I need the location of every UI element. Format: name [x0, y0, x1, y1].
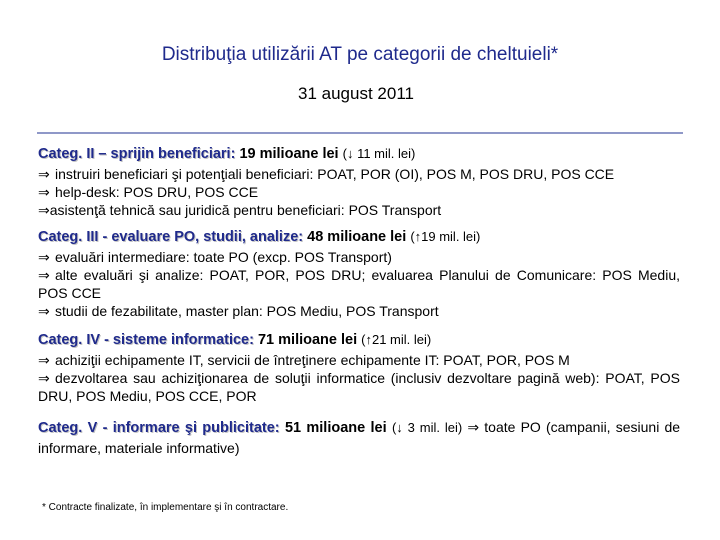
implies-arrow-icon: ⇒ — [38, 166, 50, 182]
implies-arrow-icon: ⇒ — [38, 267, 50, 283]
list-item — [38, 183, 680, 201]
item-text: instruiri beneficiari şi potenţiali beneficiari: POAT, POR (OI), POS M, POS DRU, POS CCE — [55, 166, 615, 182]
item-text: evaluări intermediare: toate PO (excp. POS Transport) — [55, 249, 392, 265]
implies-arrow-icon: ⇒ — [38, 202, 50, 218]
list-item — [38, 369, 680, 405]
title-divider — [37, 132, 683, 134]
list-item — [38, 201, 680, 219]
slide-date: 31 august 2011 — [298, 84, 414, 103]
list-item — [38, 351, 680, 369]
section-heading — [38, 329, 680, 351]
category-amount: 51 milioane lei — [284, 420, 387, 436]
implies-arrow-icon: ⇒ — [38, 184, 50, 200]
implies-arrow-icon: ⇒ — [38, 249, 50, 265]
list-item — [38, 165, 680, 183]
list-item — [38, 248, 680, 266]
item-text: help-desk: POS DRU, POS CCE — [55, 184, 259, 200]
category-delta: (↑21 mil. lei) — [361, 332, 432, 347]
item-text: studii de fezabilitate, master plan: POS Mediu, POS Transport — [55, 303, 439, 319]
list-item — [38, 266, 680, 302]
category-amount: 48 milioane lei — [307, 229, 407, 245]
item-text: dezvoltarea sau achiziţionarea de soluţii informatice (inclusiv dezvoltare pagină web): POAT, POS DRU, POS Mediu, POS CCE, POR — [38, 370, 680, 404]
category-label: Categ. V - informare şi publicitate: — [38, 420, 280, 436]
item-text: asistenţă tehnică sau juridică pentru beneficiari: POS Transport — [49, 202, 442, 218]
category-amount: 71 milioane lei — [257, 332, 358, 348]
item-text: alte evaluări şi analize: POAT, POR, POS DRU; evaluarea Planului de Comunicare: POS Mediu, POS CCE — [38, 267, 680, 301]
section-categ-iii — [38, 226, 680, 320]
category-label: Categ. III - evaluare PO, studii, analize: — [38, 229, 304, 245]
footnote: * Contracte finalizate, în implementare şi în contractare. — [42, 502, 289, 513]
section-categ-ii — [38, 143, 680, 219]
implies-arrow-icon: ⇒ — [38, 352, 50, 368]
section-heading — [38, 417, 680, 457]
section-heading — [38, 226, 680, 248]
category-list — [38, 143, 680, 457]
list-item — [38, 302, 680, 320]
category-delta: (↓ 11 mil. lei) — [342, 146, 416, 161]
item-text: achiziţii echipamente IT, servicii de întreţinere echipamente IT: POAT, POR, POS M — [55, 352, 570, 368]
implies-arrow-icon: ⇒ — [38, 303, 50, 319]
category-amount: 19 milioane lei — [239, 146, 339, 162]
implies-arrow-icon: ⇒ — [467, 419, 480, 435]
slide-title: Distribuţia utilizării AT pe categorii de cheltuieli* — [161, 44, 559, 65]
section-categ-iv — [38, 329, 680, 405]
category-delta: (↓ 3 mil. lei) — [391, 420, 463, 435]
implies-arrow-icon: ⇒ — [38, 370, 50, 386]
item-text: toate PO (campanii, sesiuni de informare, materiale informative) — [38, 419, 681, 456]
category-label: Categ. IV - sisteme informatice: — [38, 332, 254, 348]
category-delta: (↑19 mil. lei) — [410, 229, 481, 244]
category-label: Categ. II – sprijin beneficiari: — [38, 146, 236, 162]
section-heading — [38, 143, 680, 165]
section-categ-v — [38, 417, 680, 457]
